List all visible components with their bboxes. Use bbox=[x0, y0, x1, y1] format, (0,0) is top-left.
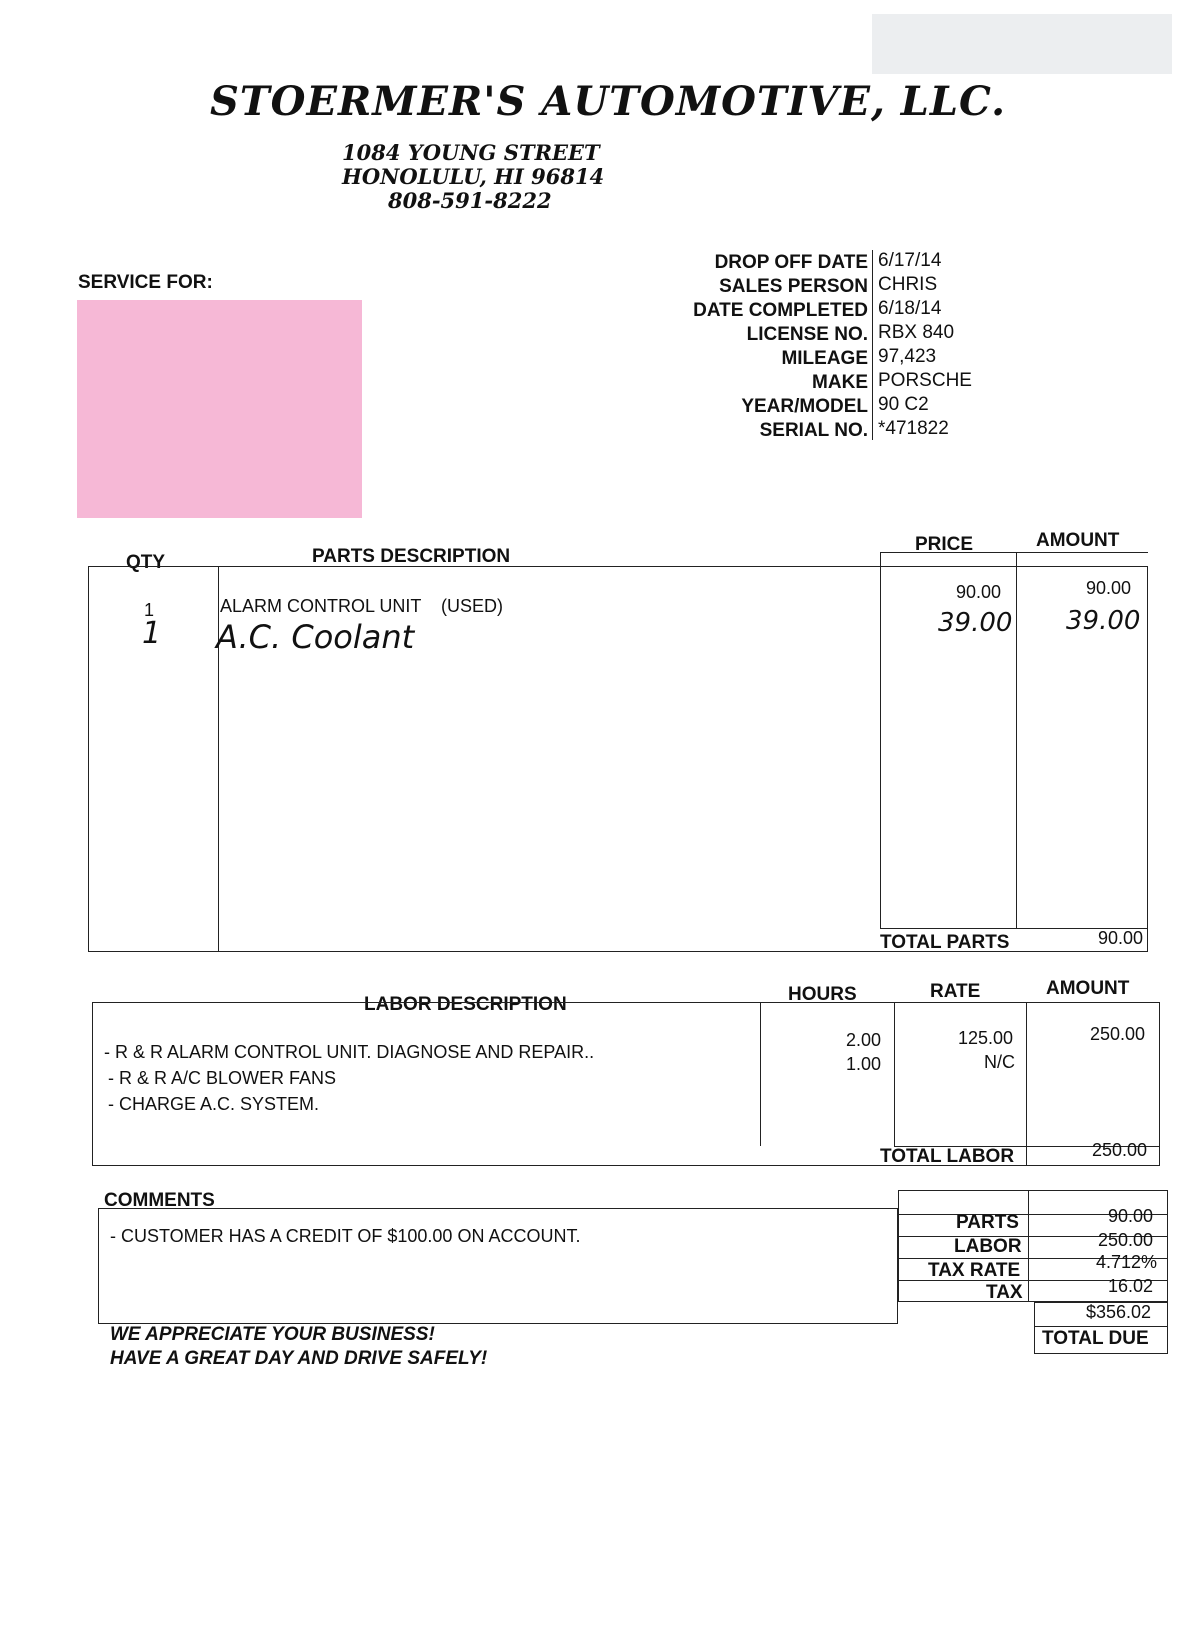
summary-parts-label: PARTS bbox=[956, 1212, 1019, 1233]
price-header: PRICE bbox=[915, 534, 974, 555]
amount-header: AMOUNT bbox=[1036, 530, 1120, 551]
summary-parts-value: 90.00 bbox=[1108, 1206, 1154, 1226]
summary-labor-label: LABOR bbox=[954, 1236, 1022, 1257]
serial-no-value: *471822 bbox=[878, 418, 949, 439]
vehicle-info bbox=[600, 250, 1000, 450]
total-parts-label: TOTAL PARTS bbox=[880, 932, 1010, 953]
summary-tax-label: TAX bbox=[986, 1282, 1023, 1303]
part-description: A.C. Coolant bbox=[216, 618, 415, 656]
labor-hours-1: 2.00 bbox=[846, 1030, 882, 1050]
part-price: 90.00 bbox=[956, 582, 1002, 602]
comments-label: COMMENTS bbox=[104, 1190, 215, 1211]
part-qty: 1 bbox=[142, 616, 162, 651]
serial-no-label: SERIAL NO. bbox=[759, 420, 868, 441]
amount-header: AMOUNT bbox=[1046, 978, 1130, 999]
labor-rate-1: 125.00 bbox=[958, 1028, 1014, 1048]
sales-person-label: SALES PERSON bbox=[719, 276, 868, 297]
rate-header: RATE bbox=[930, 981, 981, 1002]
license-no-value: RBX 840 bbox=[878, 322, 955, 343]
total-due-label: TOTAL DUE bbox=[1042, 1328, 1149, 1349]
summary-labor-value: 250.00 bbox=[1098, 1230, 1154, 1250]
parts-description-header: PARTS DESCRIPTION bbox=[312, 546, 511, 567]
labor-line-3: - CHARGE A.C. SYSTEM. bbox=[108, 1094, 320, 1114]
phone-number: 808-591-8222 bbox=[388, 188, 552, 213]
address-line-2: HONOLULU, HI 96814 bbox=[342, 164, 605, 189]
total-labor-value: 250.00 bbox=[1092, 1140, 1148, 1160]
make-value: PORSCHE bbox=[878, 370, 972, 391]
labor-line-2: - R & R A/C BLOWER FANS bbox=[108, 1068, 337, 1088]
summary-tax-rate-value: 4.712% bbox=[1096, 1252, 1158, 1272]
year-model-label: YEAR/MODEL bbox=[741, 396, 868, 417]
footer-line-2: HAVE A GREAT DAY AND DRIVE SAFELY! bbox=[110, 1348, 488, 1369]
mileage-label: MILEAGE bbox=[781, 348, 868, 369]
total-due-value: $356.02 bbox=[1086, 1302, 1152, 1322]
summary-tax-value: 16.02 bbox=[1108, 1276, 1154, 1296]
license-no-label: LICENSE NO. bbox=[746, 324, 868, 345]
faded-stamp bbox=[872, 14, 1172, 74]
part-price: 39.00 bbox=[938, 608, 1013, 638]
part-description: ALARM CONTROL UNIT (USED) bbox=[220, 596, 504, 616]
total-parts-value: 90.00 bbox=[1098, 928, 1144, 948]
service-for-label: SERVICE FOR: bbox=[78, 272, 213, 293]
sales-person-value: CHRIS bbox=[878, 274, 938, 295]
year-model-value: 90 C2 bbox=[878, 394, 929, 415]
mileage-value: 97,423 bbox=[878, 346, 937, 367]
labor-amount: 250.00 bbox=[1090, 1024, 1146, 1044]
date-completed-value: 6/18/14 bbox=[878, 298, 942, 319]
labor-description-header: LABOR DESCRIPTION bbox=[364, 994, 567, 1015]
make-label: MAKE bbox=[812, 372, 868, 393]
labor-rate-2: N/C bbox=[984, 1052, 1015, 1072]
summary-tax-rate-label: TAX RATE bbox=[928, 1260, 1021, 1281]
part-qty: 1 bbox=[144, 600, 155, 620]
drop-off-date-value: 6/17/14 bbox=[878, 250, 942, 271]
hours-header: HOURS bbox=[788, 984, 857, 1005]
qty-header: QTY bbox=[126, 552, 166, 573]
part-amount: 90.00 bbox=[1086, 578, 1132, 598]
redacted-customer-note bbox=[77, 300, 362, 518]
total-labor-label: TOTAL LABOR bbox=[880, 1146, 1015, 1167]
drop-off-date-label: DROP OFF DATE bbox=[714, 252, 868, 273]
company-name: STOERMER'S AUTOMOTIVE, LLC. bbox=[210, 78, 1007, 125]
labor-hours-2: 1.00 bbox=[846, 1054, 882, 1074]
date-completed-label: DATE COMPLETED bbox=[693, 300, 868, 321]
footer-line-1: WE APPRECIATE YOUR BUSINESS! bbox=[110, 1324, 435, 1345]
comments-text: - CUSTOMER HAS A CREDIT OF $100.00 ON ACCOUNT. bbox=[110, 1226, 581, 1246]
address-line-1: 1084 YOUNG STREET bbox=[342, 140, 600, 165]
labor-line-1: - R & R ALARM CONTROL UNIT. DIAGNOSE AND REPAIR.. bbox=[104, 1042, 595, 1062]
part-amount: 39.00 bbox=[1066, 606, 1141, 636]
